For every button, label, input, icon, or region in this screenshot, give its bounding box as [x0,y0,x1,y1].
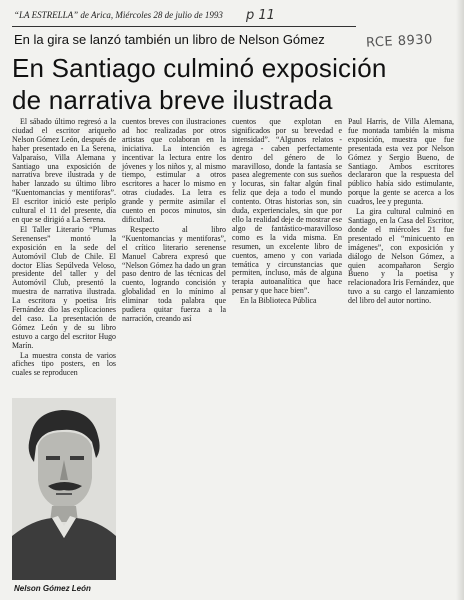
paragraph: El Taller Literario “Plumas Serenenses” montó la exposición en la sede del Automóvil Club de Chile. El doctor Elías Sepúlveda Veloso, presidente del taller y del Automóvil Club, presentó la muestra de narrativa ilustrada. La escritora y poetisa Iris Fernández dio las explicaciones del caso. La presentación de Gómez León y de su libro estuvo a cargo del escritor Hugo Marín. [12,224,116,350]
photo-caption: Nelson Gómez León [14,584,91,593]
paragraph: En la Biblioteca Pública [240,296,317,306]
article-column-4 [348,118,454,307]
article-column-1 [12,118,116,379]
scan-edge [456,0,464,600]
headline-line-1: En Santiago culminó exposición [12,53,387,83]
dateline-date: de Arica, Miércoles 28 de julio de 1993 [78,10,223,20]
paragraph: cuentos breves con ilustraciones ad hoc realizadas por otros artistas que colaboran en la iniciativa. La intención es incentivar la lectura entre los jóvenes y los niños y, al mismo tiempo, estimular a otros escritores a hacer lo mismo en otras ciudades. La letra es grande y permite asimilar el cuento en pocos minutos, sin dificultad. [122,117,226,224]
article-kicker: En la gira se lanzó también un libro de Nelson Gómez [14,32,325,47]
article-headline [12,52,452,116]
paragraph: El sábado último regresó a la ciudad el escritor ariqueño Nelson Gómez León, después de haber presentado en La Serena, Valparaíso, Villa Alemana y Santiago una exposición de narrativa breve ilustrada y de haber lanzado su último libro “Kuentomancias y mentiforas”. El escritor inició este periplo cultural el 11 del presente, día en que se dirigió a La Serena. [12,117,116,224]
dateline [14,10,223,20]
paragraph: La muestra consta de varios afiches tipo posters, en los cuales se reproducen [12,350,116,378]
headline-line-2: de narrativa breve ilustrada [12,85,333,115]
paragraph: cuentos que explotan en significados por su brevedad e intensidad”. “Algunos relatos - agrega - caben perfectamente dentro del género de lo maravilloso, donde la fantasía se pasea alegremente con sus sueños y locuras, sin faltar algún final feliz que deja a todo el mundo contento. Otras historias son, sin duda, experienciales, sin que por ello la realidad deje de mostrar ese algo de fantástico-maravilloso como es la vida misma. En resumen, un excelente libro de cuentos, ameno y con variada temática y circunstancias que permiten, incluso, más de alguna terapia autoanalítica que hace pensar y que hace bien”. [232,117,342,296]
archive-stamp: RCE 8930 [365,32,434,51]
author-photo [12,398,116,580]
author-portrait-image [12,398,116,580]
paragraph: Paul Harris, de Villa Alemana, fue montada también la misma exposición, muestra que fue presentada esta vez por Nelson Gómez y Sergio Bueno, de Santiago. Ambos escritores declararon que la respuesta del público había sido estimulante, porque la gente se acerca a los cuadros, lee y pregunta. [348,117,454,207]
handwritten-page-number: p 11 [246,8,275,23]
article-column-2 [122,118,226,325]
header-rule [12,26,356,27]
paragraph: La gira cultural culminó en Santiago, en la Casa del Escritor, donde el miércoles 21 fue presentado el “minicuento en imágenes”, con exposición y diálogo de Nelson Gómez, a quien acompañaron Sergio Bueno y la poetisa y relacionadora Iris Fernández, que tuvo a su cargo el lanzamiento del libro del autor nortino. [348,207,454,306]
article-column-3 [232,118,342,307]
paragraph: Respecto al libro “Kuentomancias y mentiforas”, el crítico literario serenense Manuel Cabrera expresó que “Nelson Gómez ha dado un gran paso dentro de las técnicas del cuento, logrando concisión y globalidad en lo mínimo al eliminar toda palabra que pudiera quitar fuerza a la narración, creando así [122,224,226,323]
dateline-paper-name: “LA ESTRELLA” [14,10,79,20]
